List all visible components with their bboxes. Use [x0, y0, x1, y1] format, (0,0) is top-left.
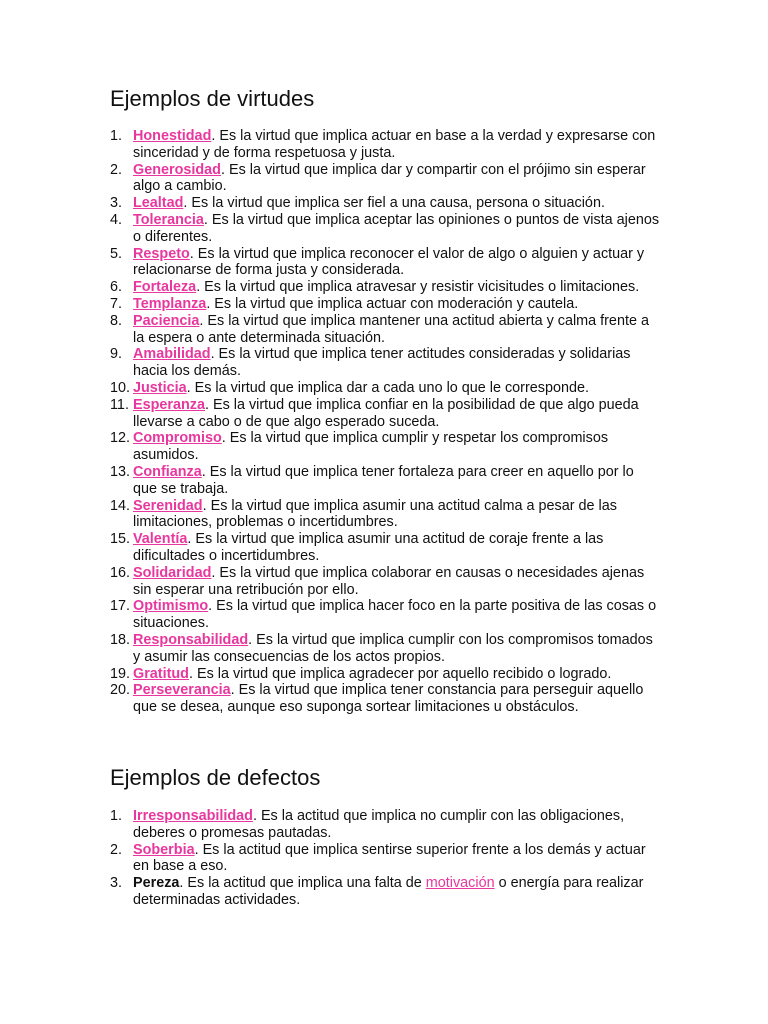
list-item [110, 875, 660, 909]
definition-text: . Es la virtud que implica ser fiel a una causa, persona o situación. [183, 195, 605, 212]
definition-text: . Es la virtud que implica dar a cada uno lo que le corresponde. [186, 379, 589, 396]
definition-text: . Es la virtud que implica hacer foco en la parte positiva de las cosas o situaciones. [133, 598, 657, 632]
list-item [110, 531, 660, 565]
term-link[interactable]: Confianza [133, 463, 202, 480]
item-number: 16. [110, 564, 131, 581]
defectos-heading: Ejemplos de defectos [110, 765, 321, 790]
item-number: 8. [110, 312, 123, 329]
term: Pereza [133, 875, 180, 892]
item-number: 12. [110, 430, 131, 447]
list-item [110, 666, 660, 683]
term-link[interactable]: Tolerancia [133, 211, 204, 228]
term-link[interactable]: Responsabilidad [133, 631, 249, 648]
list-item [110, 430, 660, 464]
definition-text: . Es la virtud que implica colaborar en causas o necesidades ajenas sin esperar una retribución por ello. [133, 564, 645, 598]
definition-text: . Es la virtud que implica tener fortaleza para creer en aquello por lo que se trabaja. [133, 463, 634, 497]
item-number: 6. [110, 279, 123, 296]
list-item [110, 682, 660, 716]
list-item [110, 128, 660, 162]
item-number: 3. [110, 195, 123, 212]
item-number: 9. [110, 346, 123, 363]
term-link[interactable]: Honestidad [133, 128, 212, 144]
term-link[interactable]: Lealtad [133, 195, 184, 212]
definition-text-end: o energía para realizar determinadas actividades. [133, 875, 644, 908]
item-number: 2. [110, 161, 123, 178]
definition-text: . Es la virtud que implica mantener una actitud abierta y calma frente a la espera o ante determinada situación. [133, 312, 649, 346]
item-number: 5. [110, 245, 123, 262]
definition-text: . Es la actitud que implica una falta de [179, 875, 426, 892]
term-link[interactable]: Amabilidad [133, 346, 211, 363]
item-number: 14. [110, 497, 131, 514]
term-link[interactable]: Fortaleza [133, 279, 197, 296]
definition-text: . Es la virtud que implica confiar en la posibilidad de que algo pueda llevarse a cabo o de que algo esperado suceda. [133, 396, 639, 430]
definition-text: . Es la virtud que implica tener constancia para perseguir aquello que se desea, aunque eso suponga sortear limitaciones u obstáculos. [133, 682, 644, 716]
term-link[interactable]: Perseverancia [133, 682, 231, 699]
item-number: 1. [110, 128, 123, 144]
item-number: 17. [110, 598, 131, 615]
definition-text: . Es la virtud que implica cumplir y respetar los compromisos asumidos. [133, 430, 609, 464]
list-item [110, 246, 660, 280]
item-number: 4. [110, 211, 123, 228]
definition-text: . Es la virtud que implica cumplir con los compromisos tomados y asumir las consecuencias de los actos propios. [133, 631, 653, 665]
item-number: 3. [110, 875, 123, 892]
list-item [110, 397, 660, 431]
term-link[interactable]: Gratitud [133, 665, 189, 682]
list-item [110, 632, 660, 666]
definition-text: . Es la virtud que implica asumir una actitud de coraje frente a las dificultades o incertidumbres. [133, 531, 604, 564]
list-item [110, 212, 660, 246]
list-item [110, 598, 660, 632]
definition-text: . Es la virtud que implica aceptar las opiniones o puntos de vista ajenos o diferentes. [133, 211, 660, 245]
list-item [110, 808, 660, 842]
defectos-list [110, 808, 660, 909]
term-link[interactable]: Serenidad [133, 497, 203, 514]
item-number: 20. [110, 682, 131, 699]
item-number: 19. [110, 665, 131, 682]
item-number: 7. [110, 295, 123, 312]
term-link[interactable]: Paciencia [133, 312, 200, 329]
term-link[interactable]: Respeto [133, 245, 190, 262]
list-item [110, 296, 660, 313]
list-item [110, 279, 660, 296]
item-number: 10. [110, 379, 131, 396]
definition-text: . Es la virtud que implica tener actitudes consideradas y solidarias hacia los demás. [133, 346, 631, 380]
item-number: 13. [110, 463, 131, 480]
list-item [110, 565, 660, 599]
definition-text: . Es la virtud que implica atravesar y resistir vicisitudes o limitaciones. [196, 279, 640, 296]
term-link[interactable]: Templanza [133, 295, 207, 312]
definition-text: . Es la virtud que implica asumir una actitud calma a pesar de las limitaciones, problemas o incertidumbres. [133, 497, 617, 531]
item-number: 2. [110, 841, 123, 858]
list-item [110, 380, 660, 397]
term-link[interactable]: Justicia [133, 379, 187, 396]
list-item [110, 842, 660, 876]
term-link[interactable]: Solidaridad [133, 564, 212, 581]
virtudes-list [110, 128, 660, 716]
term-link[interactable]: Valentía [133, 531, 188, 548]
definition-text: . Es la virtud que implica actuar en base a la verdad y expresarse con sinceridad y de forma respetuosa y justa. [133, 128, 656, 161]
term-link[interactable]: Esperanza [133, 396, 205, 413]
definition-text: . Es la virtud que implica reconocer el valor de algo o alguien y actuar y relacionarse de forma justa y considerada. [133, 245, 645, 279]
definition-text: . Es la virtud que implica agradecer por aquello recibido o logrado. [188, 665, 612, 682]
term-link[interactable]: Soberbia [133, 841, 195, 858]
term-link[interactable]: Irresponsabilidad [133, 808, 253, 824]
item-number: 18. [110, 631, 131, 648]
item-number: 1. [110, 808, 123, 824]
definition-text: . Es la actitud que implica sentirse superior frente a los demás y actuar en base a eso. [133, 841, 646, 875]
term-link[interactable]: Compromiso [133, 430, 222, 447]
item-number: 11. [110, 396, 129, 413]
list-item [110, 464, 660, 498]
list-item [110, 498, 660, 532]
item-number: 15. [110, 531, 131, 548]
definition-text: . Es la actitud que implica no cumplir con las obligaciones, deberes o promesas pautadas. [133, 808, 625, 841]
motivacion-link[interactable]: motivación [425, 875, 495, 892]
definition-text: . Es la virtud que implica dar y compartir con el prójimo sin esperar algo a cambio. [133, 161, 646, 195]
virtudes-heading: Ejemplos de virtudes [110, 86, 315, 111]
list-item [110, 313, 660, 347]
term-link[interactable]: Generosidad [133, 161, 221, 178]
list-item [110, 195, 660, 212]
list-item [110, 162, 660, 196]
term-link[interactable]: Optimismo [133, 598, 209, 615]
list-item [110, 346, 660, 380]
definition-text: . Es la virtud que implica actuar con moderación y cautela. [206, 295, 579, 312]
